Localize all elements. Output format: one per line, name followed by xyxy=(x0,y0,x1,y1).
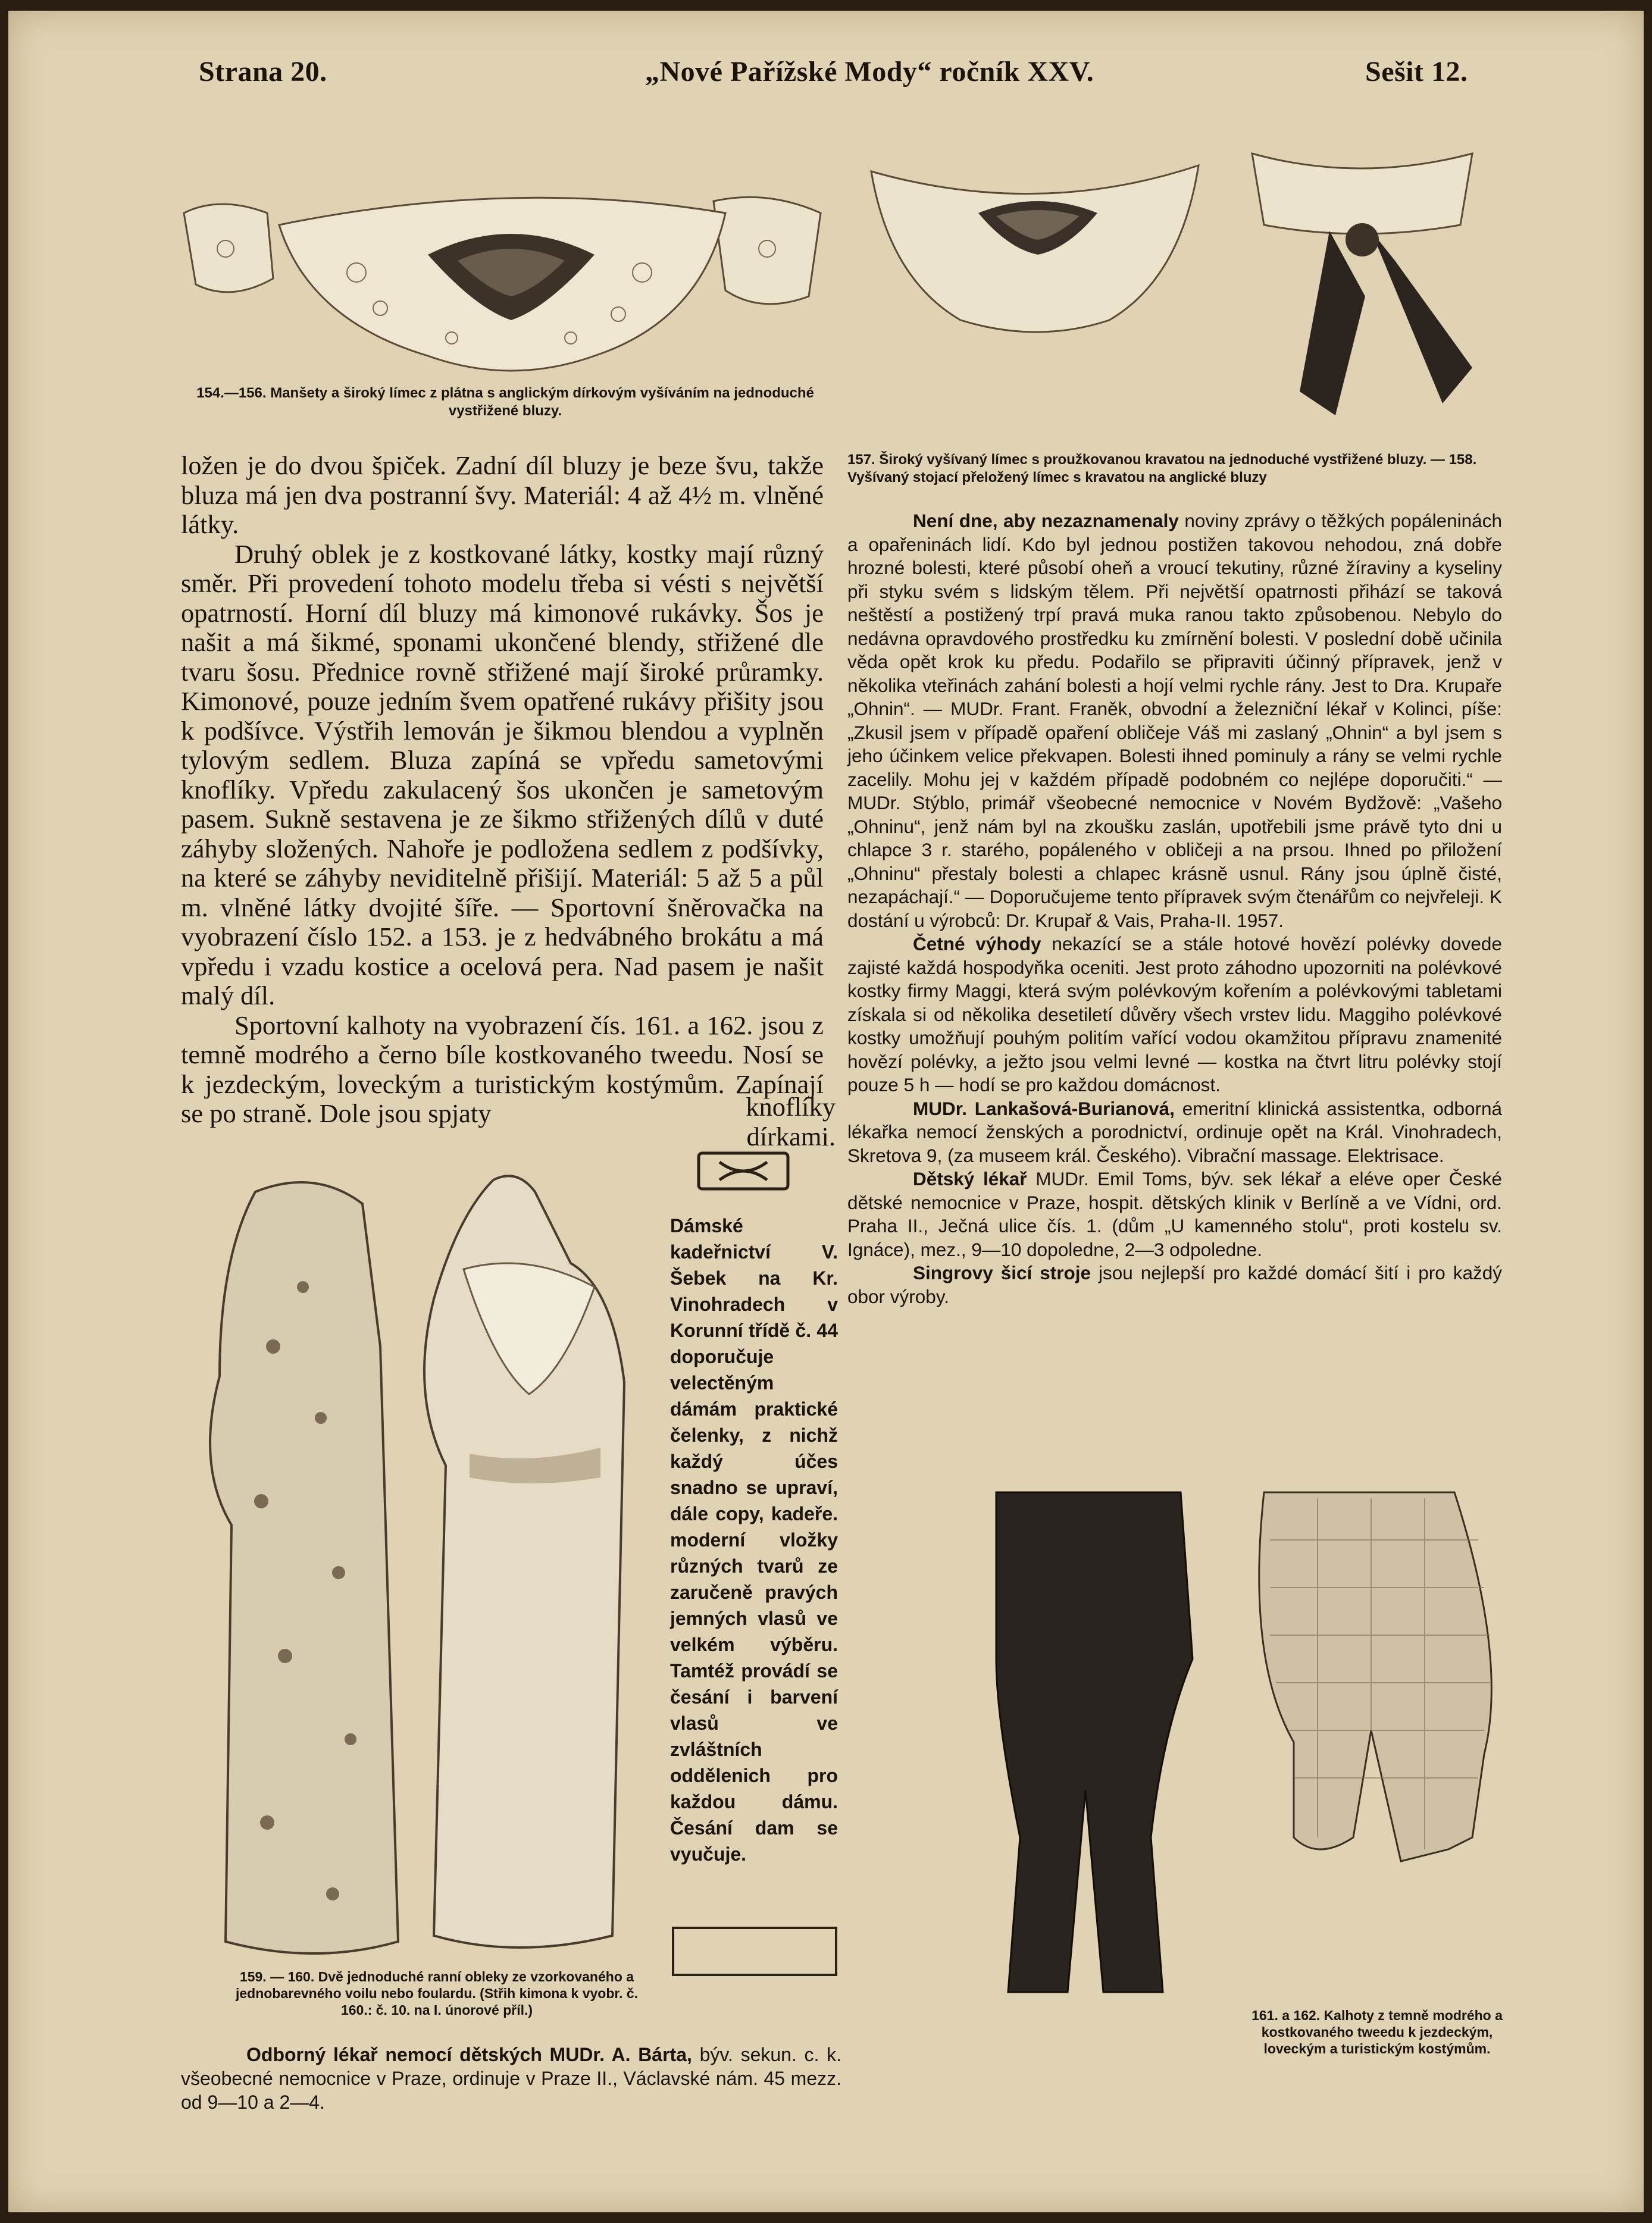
ad-barta-text: býv. sekun. c. k. všeobecné nemocnice v Praze, ordinuje v Praze II., Václavské nám. 45 mezz. od 9—10 a 2—4. xyxy=(181,2044,842,2113)
caption-154-156: 154.—156. Manšety a široký límec z plátna s anglickým dírkovým vyšíváním na jednoduché vystřižené bluzy. xyxy=(196,385,814,419)
collar-cuffs-illustration xyxy=(178,189,827,380)
caption-157-158: 157. Široký vyšívaný límec s proužkovanou kravatou na jednoduché vystřižené bluzy. — 158. Vyšívaný stojací přeložený límec s kravatou na anglické bluzy xyxy=(847,452,1477,486)
notice-lankasova-lead: MUDr. Lankašová-Burianová, xyxy=(913,1097,1175,1119)
ad-barta-title: Odborný lékař nemocí dětských MUDr. A. Bárta, xyxy=(246,2044,692,2065)
morning-gowns-illustration xyxy=(184,1168,660,1968)
trousers-illustration xyxy=(984,1480,1520,2004)
notice-singer-text: jsou nejlepší pro každé domácí šití i pro každý obor výroby. xyxy=(847,1262,1502,1307)
notice-lankasova xyxy=(847,1097,1502,1168)
notice-ohnin-lead2: nezaznamenaly xyxy=(1041,510,1179,531)
empty-box xyxy=(672,1927,837,1976)
paragraph-2: Druhý oblek je z kostkované látky, kostky mají různý směr. Při provedení tohoto modelu třeba si vésti s největší opatrností. Horní díl bluzy má kimonové rukávky. Šos je našit a má šikmé, sponami ukončené blendy, střižené dle tvaru šosu. Přednice rovně střižené mají široké průramky. Kimonové, pouze jedním švem opatřené rukávy přišity jsou k podšívce. Výstřih lemován je šikmou blendou a vyplněn tylovým sedlem. Bluza zapíná se vpředu sametovými knoflíky. Vpředu zakulacený šos ukončen je sametovým pasem. Sukně sestavena je ze šikmo střižených dílů v duté záhyby složených. Nahoře je podložena sedlem z podšívky, na které se záhyby neviditelně přišijí. Materiál: 5 až 5 a půl m. vlněné látky dvojité šíře. — Sportovní šněrovačka na vyobrazení číslo 152. a 153. je z hedvábného brokátu a má vpředu i vzadu kostice a ocelová pera. Nad pasem je našit malý díl. xyxy=(181,538,824,1010)
notice-ohnin xyxy=(847,509,1502,932)
ornament-icon xyxy=(696,1150,791,1192)
paragraph-3: Sportovní kalhoty na vyobrazení čís. 161. a 162. jsou z temně modrého a černo bíle kostkovaného tweedu. Nosí se k jezdeckým, loveckým a turistickým kostýmům. Zapínají se po straně. Dole jsou spjaty xyxy=(181,1010,824,1128)
notice-toms-text: MUDr. Emil Toms, býv. sek lékař a eléve oper České dětské nemocnice v Praze, hospit. dětských klinik v Berlíně a ve Vídni, ord. Praha II., Ječná ulice čís. 1. (dům „U kamenného stolu“, proti kostelu sv. Ignáce), mez., 9—10 dopoledne, 2—3 odpoledne. xyxy=(847,1168,1502,1260)
notice-lankasova-text: emeritní klinická assistentka, odborná lékařka nemocí ženských a porodnictví, ordinuje opět na Král. Vinohradech, Skretova 9, (za museem král. Českého). Vibrační massage. Elektrisace. xyxy=(847,1097,1502,1166)
magazine-title: „Nové Pařížské Mody“ ročník XXV. xyxy=(645,56,1094,87)
issue-number: Sešit 12. xyxy=(1365,56,1468,87)
notice-ohnin-lead: Není dne, aby xyxy=(913,510,1036,531)
right-column-notices xyxy=(847,509,1502,1308)
caption-159-160: 159. — 160. Dvě jednoduché ranní obleky ze vzorkovaného a jednobarevného voilu nebo foulardu. (Střih kimona k vyobr. č. 160.: č. 10. na I. únorové příl.) xyxy=(235,1969,639,2018)
ad-sebek xyxy=(670,1213,838,1867)
ad-sebek-title: Dámské kadeřnictví V. Šebek xyxy=(670,1215,838,1289)
notice-singer xyxy=(847,1261,1502,1308)
notice-maggi-lead: Četné výhody xyxy=(913,933,1041,954)
notice-maggi-text: nekazící se a stále hotové hovězí polévky dovede zajisté každá hospodyňka oceniti. Jest proto záhodno upozorniti na polévkové kostky firmy Maggi, která svým polévkovým kořením a polévkovými tabletami získala si od několika desetiletí důvěry všech vrstev lidu. Maggiho polévkové kostky umožňují pouhým politím vařící vodou okamžitou přípravu znamenité hovězí polévky, a ježto jsou velmi levné — kostka na čtvrt litru polévky stojí pouze 5 h — hodí se pro každou domácnost. xyxy=(847,933,1502,1095)
ad-barta xyxy=(181,2043,841,2114)
notice-toms xyxy=(847,1167,1502,1261)
wide-collar-illustration xyxy=(859,148,1210,344)
notice-maggi xyxy=(847,932,1502,1097)
magazine-page xyxy=(8,11,1644,2212)
notice-singer-lead: Singrovy šicí stroje xyxy=(913,1262,1091,1283)
caption-161-162: 161. a 162. Kalhoty z temně modrého a kostkovaného tweedu k jezdeckým, loveckým a turistickým kostýmům. xyxy=(1251,2008,1503,2056)
paragraph-3-end: knoflíky dírkami. xyxy=(746,1092,836,1151)
notice-toms-lead: Dětský lékař xyxy=(913,1168,1027,1189)
ad-sebek-text: na Kr. Vinohradech v Korunní třídě č. 44 doporučuje velectěným dámám praktické čelenky, z nichž každý účes snadno se upraví, dále copy, kadeře. moderní vložky různých tvarů ze zaručeně pravých jemných vlasů ve velkém výběru. Tamtéž provádí se česání i barvení vlasů ve zvláštních oddělenich pro každou dámu. Česání dam se vyučuje. xyxy=(670,1267,838,1865)
left-column-text xyxy=(181,451,824,1129)
page-number: Strana 20. xyxy=(199,56,327,87)
notice-ohnin-text: noviny zprávy o těžkých popáleninách a opařeninách lidí. Kdo byl jednou postižen takovou nehodou, zná dobře hrozné bolesti, které působí oheň a vroucí tekutiny, různé žíraviny a kyseliny při styku svém s lidským tělem. Při největší opatrnosti přihází se taková neštěstí a postižený trpí pravá muka ranou takto způsobenou. Nebylo do nedávna opravdového prostředku ku zmírnění bolesti. V poslední době učinila věda opět krok ku předu. Podařilo se připraviti účinný přípravek, jenž v několika vteřinách zahání bolesti a hojí velmi rychle rány. Jest to Dra. Krupaře „Ohnin“. — MUDr. Frant. Franěk, obvodní a železniční lékař v Kolinci, píše: „Zkusil jsem v případě opaření obličeje Váš mi zaslaný „Ohnin“ a byl jsem s jeho účinkem velice překvapen. Bolesti ihned pominuly a rány se velmi rychle zacelily. Mohu jej v každém případě podobném co nejlépe doporučiti.“ — MUDr. Stýblo, primář všeobecné nemocnice v Novém Bydžově: „Vašeho „Ohninu“, jenž nám byl na zkoušku zaslán, upotřebili jsme právě tyto dni u chlapce 3 r. starého, popáleného v obličeji a na prsou. Ihned po přiložení „Ohninu“ přestaly bolesti a chlapec krásně usnul. Rány jsou úplně čisté, nezapáchají.“ — Doporučujeme tento přípravek svým čtenářům co nejvřeleji. K dostání u výrobců: Dr. Krupař & Vais, Praha-II. 1957. xyxy=(847,510,1502,931)
paragraph-1: ložen je do dvou špiček. Zadní díl bluzy je beze švu, takže bluza má jen dva postranní švy. Materiál: 4 až 4½ m. vlněné látky. xyxy=(181,450,824,539)
standing-collar-illustration xyxy=(1234,142,1484,427)
